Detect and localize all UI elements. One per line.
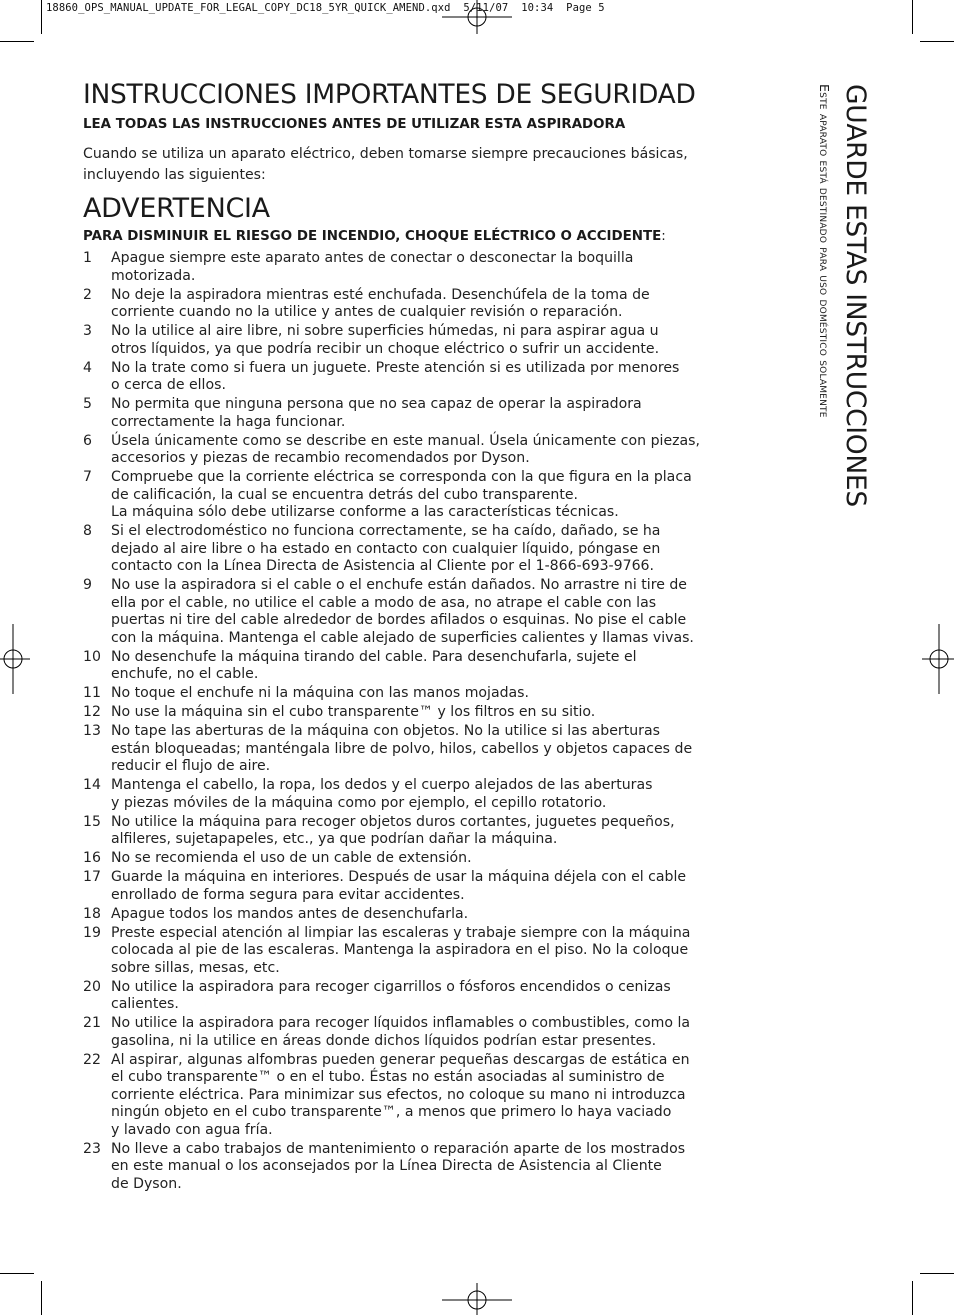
rule-line: correctamente la haga funcionar.	[111, 413, 346, 430]
crop-mark	[920, 1273, 954, 1274]
rule-number: 14	[83, 777, 101, 793]
crop-mark	[41, 1281, 42, 1315]
rule-item	[83, 1052, 713, 1140]
rule-line: ningún objeto en el cubo transparente™, a menos que primero lo haya vaciado	[111, 1104, 672, 1120]
safety-rules-list	[83, 250, 713, 1193]
rule-line: reducir el flujo de aire.	[111, 758, 271, 774]
rule-line: No utilice la aspiradora para recoger cigarrillos o fósforos encendidos o cenizas	[111, 978, 671, 995]
rule-line: Mantenga el cabello, la ropa, los dedos y el cuerpo alejados de las aberturas	[111, 777, 653, 793]
rule-item	[83, 850, 713, 868]
rule-number: 21	[83, 1015, 101, 1031]
rule-item	[83, 577, 713, 647]
rule-line: el cubo transparente™ o en el tubo. Éstas no están asociadas al suministro de	[111, 1069, 665, 1085]
rule-line: y lavado con agua fría.	[111, 1121, 273, 1138]
rule-item	[83, 869, 713, 904]
rule-line: colocada al pie de las escaleras. Mantenga la aspiradora en el piso. No la coloque	[111, 942, 689, 958]
rule-item	[83, 925, 713, 978]
rule-number: 19	[83, 924, 101, 941]
rule-number: 3	[83, 323, 92, 339]
rule-line: alfileres, sujetapapeles, etc., ya que podrían dañar la máquina.	[111, 831, 558, 847]
rule-number: 10	[83, 648, 101, 665]
registration-mark-top	[442, 0, 512, 36]
rule-item	[83, 523, 713, 576]
rule-number: 17	[83, 869, 101, 885]
side-subtitle: Este aparato está destinado para uso doméstico solamente	[817, 84, 832, 418]
warning-colon: :	[661, 229, 666, 244]
rule-number: 22	[83, 1051, 101, 1068]
print-slug: 18860_OPS_MANUAL_UPDATE_FOR_LEGAL_COPY_DC18_5YR_QUICK_AMEND.qxd 5/11/07 10:34 Page 5	[46, 2, 605, 14]
rule-line: enchufe, no el cable.	[111, 666, 259, 682]
rule-item	[83, 979, 713, 1014]
rule-line: corriente cuando no la utilice y antes de cualquier revisión o reparación.	[111, 304, 623, 320]
rule-line: en este manual o los aconsejados por la Línea Directa de Asistencia al Cliente	[111, 1158, 662, 1174]
rule-item	[83, 906, 713, 924]
rule-number: 23	[83, 1140, 101, 1157]
rule-line: calientes.	[111, 996, 179, 1012]
rule-line: dejado al aire libre o ha estado en contacto con cualquier líquido, póngase en	[111, 540, 661, 557]
intro-line: incluyendo las siguientes:	[83, 166, 266, 183]
rule-item	[83, 704, 713, 722]
rule-item	[83, 396, 713, 431]
rule-line: No deje la aspiradora mientras esté enchufada. Desenchúfela de la toma de	[111, 286, 650, 303]
registration-mark-bottom	[442, 1283, 512, 1315]
rule-item	[83, 777, 713, 812]
rule-line: y piezas móviles de la máquina como por ejemplo, el cepillo rotatorio.	[111, 794, 607, 811]
rule-number: 15	[83, 813, 101, 830]
rule-item	[83, 469, 713, 522]
rule-line: accesorios y piezas de recambio recomendados por Dyson.	[111, 450, 530, 466]
side-panel	[816, 84, 870, 507]
rule-line: contacto con la Línea Directa de Asistencia al Cliente por el 1-866-693-9766.	[111, 558, 654, 574]
main-content	[83, 78, 713, 1195]
rule-item	[83, 287, 713, 322]
rule-line: No la trate como si fuera un juguete. Preste atención si es utilizada por menores	[111, 359, 680, 376]
rule-line: de calificación, la cual se encuentra detrás del cubo transparente.	[111, 486, 579, 503]
rule-line: Si el electrodoméstico no funciona correctamente, se ha caído, dañado, se ha	[111, 523, 661, 539]
rule-item	[83, 723, 713, 776]
rule-number: 18	[83, 905, 101, 922]
rule-item	[83, 323, 713, 358]
rule-item	[83, 360, 713, 395]
rule-number: 9	[83, 577, 92, 593]
rule-line: gasolina, ni la utilice en áreas donde dichos líquidos podrían estar presentes.	[111, 1032, 657, 1049]
rule-item	[83, 649, 713, 684]
rule-line: Al aspirar, algunas alfombras pueden generar pequeñas descargas de estática en	[111, 1051, 690, 1068]
warning-sub-text: PARA DISMINUIR EL RIESGO DE INCENDIO, CHOQUE ELÉCTRICO O ACCIDENTE	[83, 229, 662, 244]
rule-line: No use la aspiradora si el cable o el enchufe están dañados. No arrastre ni tire de	[111, 577, 687, 593]
rule-item	[83, 685, 713, 703]
registration-mark-right	[922, 624, 954, 694]
intro-line: Cuando se utiliza un aparato eléctrico, deben tomarse siempre precauciones básicas,	[83, 146, 688, 162]
rule-line: No desenchufe la máquina tirando del cable. Para desenchufarla, sujete el	[111, 648, 637, 665]
rule-line: sobre sillas, mesas, etc.	[111, 959, 280, 976]
side-title: GUARDE ESTAS INSTRUCCIONES	[840, 84, 871, 507]
page-title: INSTRUCCIONES IMPORTANTES DE SEGURIDAD	[83, 79, 696, 110]
rule-line: Guarde la máquina en interiores. Después de usar la máquina déjela con el cable	[111, 869, 687, 885]
registration-mark-left	[0, 624, 30, 694]
rule-number: 4	[83, 359, 92, 376]
crop-mark	[41, 0, 42, 34]
rule-number: 20	[83, 978, 101, 995]
rule-line: Úsela únicamente como se describe en este manual. Úsela únicamente con piezas,	[111, 432, 700, 449]
rule-line: enrollado de forma segura para evitar accidentes.	[111, 886, 465, 903]
crop-mark	[0, 1273, 34, 1274]
rule-line: están bloqueadas; manténgala libre de polvo, hilos, cabellos y objetos capaces de	[111, 740, 693, 757]
rule-line: La máquina sólo debe utilizarse conforme a las características técnicas.	[111, 504, 619, 520]
rule-line: No la utilice al aire libre, ni sobre superficies húmedas, ni para aspirar agua u	[111, 323, 659, 339]
intro-text	[83, 144, 713, 185]
crop-mark	[912, 0, 913, 34]
crop-mark	[0, 41, 34, 42]
rule-line: puertas ni tire del cable alrededor de bordes afilados o esquinas. No pise el cable	[111, 612, 687, 628]
rule-number: 7	[83, 469, 92, 485]
rule-item	[83, 433, 713, 468]
rule-number: 11	[83, 685, 101, 701]
rule-line: ella por el cable, no utilice el cable a modo de asa, no atrape el cable con las	[111, 594, 657, 611]
rule-line: Preste especial atención al limpiar las escaleras y trabaje siempre con la máquina	[111, 924, 691, 941]
rule-line: Apague todos los mandos antes de desenchufarla.	[111, 905, 469, 922]
rule-number: 1	[83, 250, 92, 266]
rule-number: 6	[83, 432, 92, 449]
rule-item	[83, 1141, 713, 1194]
rule-line: otros líquidos, ya que podría recibir un choque eléctrico o sufrir un accidente.	[111, 340, 660, 357]
rule-line: No permita que ninguna persona que no sea capaz de operar la aspiradora	[111, 396, 642, 412]
rule-item	[83, 814, 713, 849]
read-all-instructions: LEA TODAS LAS INSTRUCCIONES ANTES DE UTILIZAR ESTA ASPIRADORA	[83, 117, 626, 132]
rule-item	[83, 1015, 713, 1050]
rule-line: No utilice la máquina para recoger objetos duros cortantes, juguetes pequeños,	[111, 813, 675, 830]
crop-mark	[912, 1281, 913, 1315]
rule-line: No se recomienda el uso de un cable de extensión.	[111, 850, 472, 866]
rule-line: No lleve a cabo trabajos de mantenimiento o reparación aparte de los mostrados	[111, 1140, 686, 1157]
rule-line: motorizada.	[111, 267, 196, 284]
rule-line: Compruebe que la corriente eléctrica se corresponda con la que figura en la placa	[111, 469, 692, 485]
rule-line: Apague siempre este aparato antes de conectar o desconectar la boquilla	[111, 250, 634, 266]
rule-line: o cerca de ellos.	[111, 377, 226, 393]
rule-line: No utilice la aspiradora para recoger líquidos inflamables o combustibles, como la	[111, 1015, 691, 1031]
rule-number: 2	[83, 286, 92, 303]
rule-item	[83, 250, 713, 285]
rule-line: de Dyson.	[111, 1175, 182, 1192]
rule-number: 8	[83, 523, 92, 539]
rule-number: 12	[83, 704, 101, 720]
rule-number: 5	[83, 396, 92, 412]
rule-line: corriente eléctrica. Para minimizar sus efectos, no coloque su mano ni introduzca	[111, 1086, 686, 1103]
rule-number: 16	[83, 850, 101, 866]
rule-number: 13	[83, 723, 101, 739]
rule-line: No tape las aberturas de la máquina con objetos. No la utilice si las aberturas	[111, 723, 660, 739]
crop-mark	[920, 41, 954, 42]
rule-line: No toque el enchufe ni la máquina con las manos mojadas.	[111, 685, 530, 701]
rule-line: No use la máquina sin el cubo transparente™ y los filtros en su sitio.	[111, 704, 596, 720]
rule-line: con la máquina. Mantenga el cable alejado de superficies calientes y llamas vivas.	[111, 629, 694, 646]
warning-heading: ADVERTENCIA	[83, 193, 270, 224]
warning-subheading	[83, 228, 713, 245]
